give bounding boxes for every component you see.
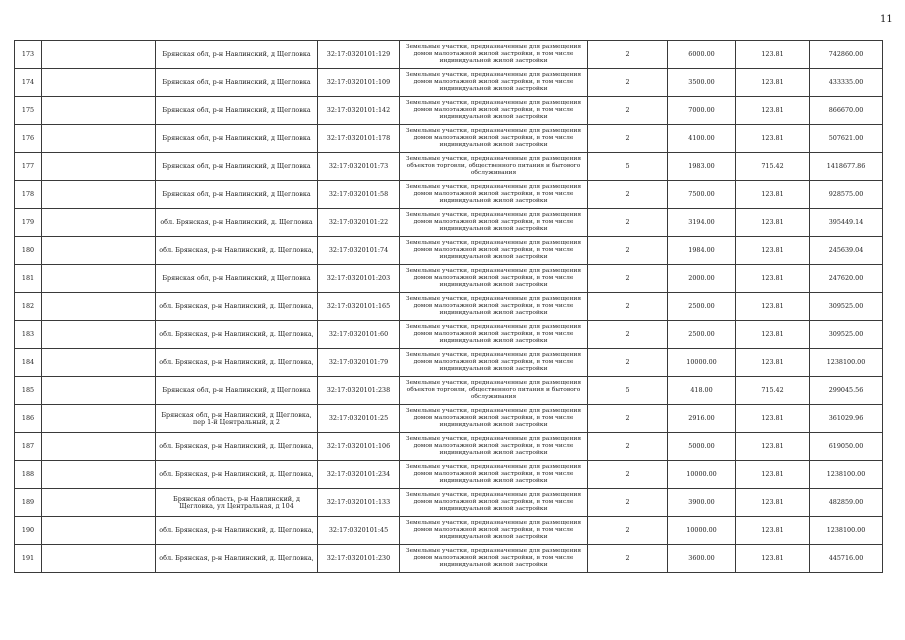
land-use-cell: Земельные участки, предназначенные для размещения домов малоэтажной жилой застройки, в том числе индивидуальной жилой застройки [400, 237, 588, 265]
category-cell: 2 [588, 97, 668, 125]
row-number-cell: 177 [15, 153, 42, 181]
empty-cell [42, 293, 156, 321]
category-cell: 2 [588, 405, 668, 433]
empty-cell [42, 377, 156, 405]
category-cell: 2 [588, 125, 668, 153]
land-use-cell: Земельные участки, предназначенные для размещения домов малоэтажной жилой застройки, в том числе индивидуальной жилой застройки [400, 125, 588, 153]
row-number-cell: 188 [15, 461, 42, 489]
table-row [15, 209, 883, 237]
empty-cell [42, 461, 156, 489]
value-cell: 742860.00 [810, 41, 883, 69]
land-use-cell: Земельные участки, предназначенные для размещения домов малоэтажной жилой застройки, в том числе индивидуальной жилой застройки [400, 433, 588, 461]
value-cell: 245639.04 [810, 237, 883, 265]
area-cell: 4100.00 [668, 125, 736, 153]
cadastral-number-cell: 32:17:0320101:73 [318, 153, 400, 181]
empty-cell [42, 265, 156, 293]
cadastral-number-cell: 32:17:0320101:230 [318, 545, 400, 573]
category-cell: 2 [588, 69, 668, 97]
rate-cell: 123.81 [736, 209, 810, 237]
page-number: 11 [880, 14, 893, 25]
table-row [15, 181, 883, 209]
category-cell: 2 [588, 461, 668, 489]
rate-cell: 123.81 [736, 125, 810, 153]
value-cell: 1238100.00 [810, 349, 883, 377]
rate-cell: 123.81 [736, 517, 810, 545]
category-cell: 2 [588, 489, 668, 517]
area-cell: 418.00 [668, 377, 736, 405]
empty-cell [42, 489, 156, 517]
land-use-cell: Земельные участки, предназначенные для размещения домов малоэтажной жилой застройки, в том числе индивидуальной жилой застройки [400, 293, 588, 321]
cadastral-number-cell: 32:17:0320101:25 [318, 405, 400, 433]
row-number-cell: 175 [15, 97, 42, 125]
row-number-cell: 179 [15, 209, 42, 237]
address-cell: обл. Брянская, р-н Навлинский, д. Щегловка, [156, 321, 318, 349]
land-register-table [14, 40, 883, 573]
area-cell: 1983.00 [668, 153, 736, 181]
area-cell: 3500.00 [668, 69, 736, 97]
value-cell: 445716.00 [810, 545, 883, 573]
rate-cell: 123.81 [736, 237, 810, 265]
cadastral-number-cell: 32:17:0320101:60 [318, 321, 400, 349]
value-cell: 309525.00 [810, 293, 883, 321]
area-cell: 7000.00 [668, 97, 736, 125]
category-cell: 5 [588, 377, 668, 405]
address-cell: обл. Брянская, р-н Навлинский, д. Щегловка, [156, 517, 318, 545]
cadastral-number-cell: 32:17:0320101:45 [318, 517, 400, 545]
category-cell: 2 [588, 349, 668, 377]
cadastral-number-cell: 32:17:0320101:238 [318, 377, 400, 405]
rate-cell: 123.81 [736, 97, 810, 125]
value-cell: 361029.96 [810, 405, 883, 433]
rate-cell: 123.81 [736, 69, 810, 97]
area-cell: 3900.00 [668, 489, 736, 517]
category-cell: 2 [588, 321, 668, 349]
cadastral-number-cell: 32:17:0320101:129 [318, 41, 400, 69]
empty-cell [42, 321, 156, 349]
category-cell: 5 [588, 153, 668, 181]
row-number-cell: 173 [15, 41, 42, 69]
address-cell: Брянская обл, р-н Навлинский, д Щегловка [156, 181, 318, 209]
empty-cell [42, 181, 156, 209]
rate-cell: 123.81 [736, 321, 810, 349]
empty-cell [42, 517, 156, 545]
address-cell: обл. Брянская, р-н Навлинский, д. Щегловка, [156, 545, 318, 573]
table-row [15, 489, 883, 517]
value-cell: 482859.00 [810, 489, 883, 517]
rate-cell: 715.42 [736, 153, 810, 181]
rate-cell: 715.42 [736, 377, 810, 405]
area-cell: 6000.00 [668, 41, 736, 69]
cadastral-number-cell: 32:17:0320101:106 [318, 433, 400, 461]
row-number-cell: 183 [15, 321, 42, 349]
address-cell: обл. Брянская, р-н Навлинский, д. Щегловка, [156, 293, 318, 321]
value-cell: 247620.00 [810, 265, 883, 293]
land-use-cell: Земельные участки, предназначенные для размещения домов малоэтажной жилой застройки, в том числе индивидуальной жилой застройки [400, 69, 588, 97]
value-cell: 507621.00 [810, 125, 883, 153]
address-cell: Брянская область, р-н Навлинский, д Щегловка, ул Центральная, д 104 [156, 489, 318, 517]
land-use-cell: Земельные участки, предназначенные для размещения объектов торговли, общественного питания и бытового обслуживания [400, 153, 588, 181]
category-cell: 2 [588, 433, 668, 461]
land-use-cell: Земельные участки, предназначенные для размещения домов малоэтажной жилой застройки, в том числе индивидуальной жилой застройки [400, 181, 588, 209]
register-body [15, 41, 883, 573]
address-cell: обл. Брянская, р-н Навлинский, д. Щегловка, [156, 237, 318, 265]
empty-cell [42, 125, 156, 153]
rate-cell: 123.81 [736, 433, 810, 461]
row-number-cell: 180 [15, 237, 42, 265]
table-row [15, 349, 883, 377]
area-cell: 10000.00 [668, 349, 736, 377]
value-cell: 619050.00 [810, 433, 883, 461]
table-row [15, 41, 883, 69]
row-number-cell: 185 [15, 377, 42, 405]
cadastral-number-cell: 32:17:0320101:109 [318, 69, 400, 97]
table-row [15, 97, 883, 125]
table-row [15, 153, 883, 181]
rate-cell: 123.81 [736, 41, 810, 69]
address-cell: Брянская обл, р-н Навлинский, д Щегловка [156, 265, 318, 293]
table-row [15, 461, 883, 489]
land-use-cell: Земельные участки, предназначенные для размещения домов малоэтажной жилой застройки, в том числе индивидуальной жилой застройки [400, 265, 588, 293]
land-use-cell: Земельные участки, предназначенные для размещения домов малоэтажной жилой застройки, в том числе индивидуальной жилой застройки [400, 489, 588, 517]
category-cell: 2 [588, 237, 668, 265]
table-row [15, 517, 883, 545]
rate-cell: 123.81 [736, 461, 810, 489]
area-cell: 5000.00 [668, 433, 736, 461]
value-cell: 299045.56 [810, 377, 883, 405]
empty-cell [42, 69, 156, 97]
cadastral-number-cell: 32:17:0320101:74 [318, 237, 400, 265]
row-number-cell: 189 [15, 489, 42, 517]
area-cell: 2500.00 [668, 293, 736, 321]
row-number-cell: 181 [15, 265, 42, 293]
area-cell: 3600.00 [668, 545, 736, 573]
cadastral-number-cell: 32:17:0320101:234 [318, 461, 400, 489]
value-cell: 1238100.00 [810, 517, 883, 545]
row-number-cell: 174 [15, 69, 42, 97]
row-number-cell: 190 [15, 517, 42, 545]
category-cell: 2 [588, 545, 668, 573]
table-row [15, 433, 883, 461]
rate-cell: 123.81 [736, 349, 810, 377]
area-cell: 10000.00 [668, 517, 736, 545]
category-cell: 2 [588, 41, 668, 69]
value-cell: 1238100.00 [810, 461, 883, 489]
rate-cell: 123.81 [736, 545, 810, 573]
table-row [15, 237, 883, 265]
category-cell: 2 [588, 517, 668, 545]
value-cell: 1418677.86 [810, 153, 883, 181]
cadastral-number-cell: 32:17:0320101:133 [318, 489, 400, 517]
row-number-cell: 176 [15, 125, 42, 153]
land-use-cell: Земельные участки, предназначенные для размещения объектов торговли, общественного питания и бытового обслуживания [400, 377, 588, 405]
land-use-cell: Земельные участки, предназначенные для размещения домов малоэтажной жилой застройки, в том числе индивидуальной жилой застройки [400, 545, 588, 573]
table-row [15, 265, 883, 293]
land-use-cell: Земельные участки, предназначенные для размещения домов малоэтажной жилой застройки, в том числе индивидуальной жилой застройки [400, 517, 588, 545]
area-cell: 2916.00 [668, 405, 736, 433]
row-number-cell: 187 [15, 433, 42, 461]
row-number-cell: 178 [15, 181, 42, 209]
area-cell: 2000.00 [668, 265, 736, 293]
table-row [15, 377, 883, 405]
table-row [15, 321, 883, 349]
area-cell: 7500.00 [668, 181, 736, 209]
address-cell: Брянская обл, р-н Навлинский, д Щегловка, пер 1-й Центральный, д 2 [156, 405, 318, 433]
category-cell: 2 [588, 265, 668, 293]
rate-cell: 123.81 [736, 181, 810, 209]
value-cell: 309525.00 [810, 321, 883, 349]
address-cell: обл. Брянская, р-н Навлинский, д. Щегловка, [156, 433, 318, 461]
value-cell: 433335.00 [810, 69, 883, 97]
table-row [15, 405, 883, 433]
address-cell: Брянская обл, р-н Навлинский, д Щегловка [156, 125, 318, 153]
empty-cell [42, 97, 156, 125]
cadastral-number-cell: 32:17:0320101:22 [318, 209, 400, 237]
table-row [15, 545, 883, 573]
empty-cell [42, 41, 156, 69]
land-use-cell: Земельные участки, предназначенные для размещения домов малоэтажной жилой застройки, в том числе индивидуальной жилой застройки [400, 405, 588, 433]
value-cell: 866670.00 [810, 97, 883, 125]
category-cell: 2 [588, 181, 668, 209]
row-number-cell: 186 [15, 405, 42, 433]
land-use-cell: Земельные участки, предназначенные для размещения домов малоэтажной жилой застройки, в том числе индивидуальной жилой застройки [400, 349, 588, 377]
address-cell: обл. Брянская, р-н Навлинский, д. Щегловка, [156, 349, 318, 377]
address-cell: обл. Брянская, р-н Навлинский, д. Щегловка, [156, 461, 318, 489]
area-cell: 10000.00 [668, 461, 736, 489]
value-cell: 395449.14 [810, 209, 883, 237]
row-number-cell: 191 [15, 545, 42, 573]
empty-cell [42, 349, 156, 377]
address-cell: обл. Брянская, р-н Навлинский, д. Щегловка [156, 209, 318, 237]
empty-cell [42, 433, 156, 461]
cadastral-number-cell: 32:17:0320101:165 [318, 293, 400, 321]
empty-cell [42, 405, 156, 433]
empty-cell [42, 545, 156, 573]
empty-cell [42, 153, 156, 181]
area-cell: 3194.00 [668, 209, 736, 237]
cadastral-number-cell: 32:17:0320101:79 [318, 349, 400, 377]
land-use-cell: Земельные участки, предназначенные для размещения домов малоэтажной жилой застройки, в том числе индивидуальной жилой застройки [400, 41, 588, 69]
area-cell: 2500.00 [668, 321, 736, 349]
empty-cell [42, 237, 156, 265]
address-cell: Брянская обл, р-н Навлинский, д Щегловка [156, 377, 318, 405]
land-use-cell: Земельные участки, предназначенные для размещения домов малоэтажной жилой застройки, в том числе индивидуальной жилой застройки [400, 97, 588, 125]
cadastral-number-cell: 32:17:0320101:58 [318, 181, 400, 209]
land-use-cell: Земельные участки, предназначенные для размещения домов малоэтажной жилой застройки, в том числе индивидуальной жилой застройки [400, 321, 588, 349]
rate-cell: 123.81 [736, 265, 810, 293]
cadastral-number-cell: 32:17:0320101:142 [318, 97, 400, 125]
address-cell: Брянская обл, р-н Навлинский, д Щегловка [156, 69, 318, 97]
cadastral-number-cell: 32:17:0320101:203 [318, 265, 400, 293]
category-cell: 2 [588, 293, 668, 321]
rate-cell: 123.81 [736, 489, 810, 517]
empty-cell [42, 209, 156, 237]
address-cell: Брянская обл, р-н Навлинский, д Щегловка [156, 97, 318, 125]
address-cell: Брянская обл, р-н Навлинский, д Щегловка [156, 41, 318, 69]
area-cell: 1984.00 [668, 237, 736, 265]
table-row [15, 293, 883, 321]
rate-cell: 123.81 [736, 293, 810, 321]
row-number-cell: 184 [15, 349, 42, 377]
land-use-cell: Земельные участки, предназначенные для размещения домов малоэтажной жилой застройки, в том числе индивидуальной жилой застройки [400, 461, 588, 489]
address-cell: Брянская обл, р-н Навлинский, д Щегловка [156, 153, 318, 181]
table-row [15, 69, 883, 97]
table-row [15, 125, 883, 153]
row-number-cell: 182 [15, 293, 42, 321]
category-cell: 2 [588, 209, 668, 237]
land-use-cell: Земельные участки, предназначенные для размещения домов малоэтажной жилой застройки, в том числе индивидуальной жилой застройки [400, 209, 588, 237]
rate-cell: 123.81 [736, 405, 810, 433]
cadastral-number-cell: 32:17:0320101:178 [318, 125, 400, 153]
value-cell: 928575.00 [810, 181, 883, 209]
